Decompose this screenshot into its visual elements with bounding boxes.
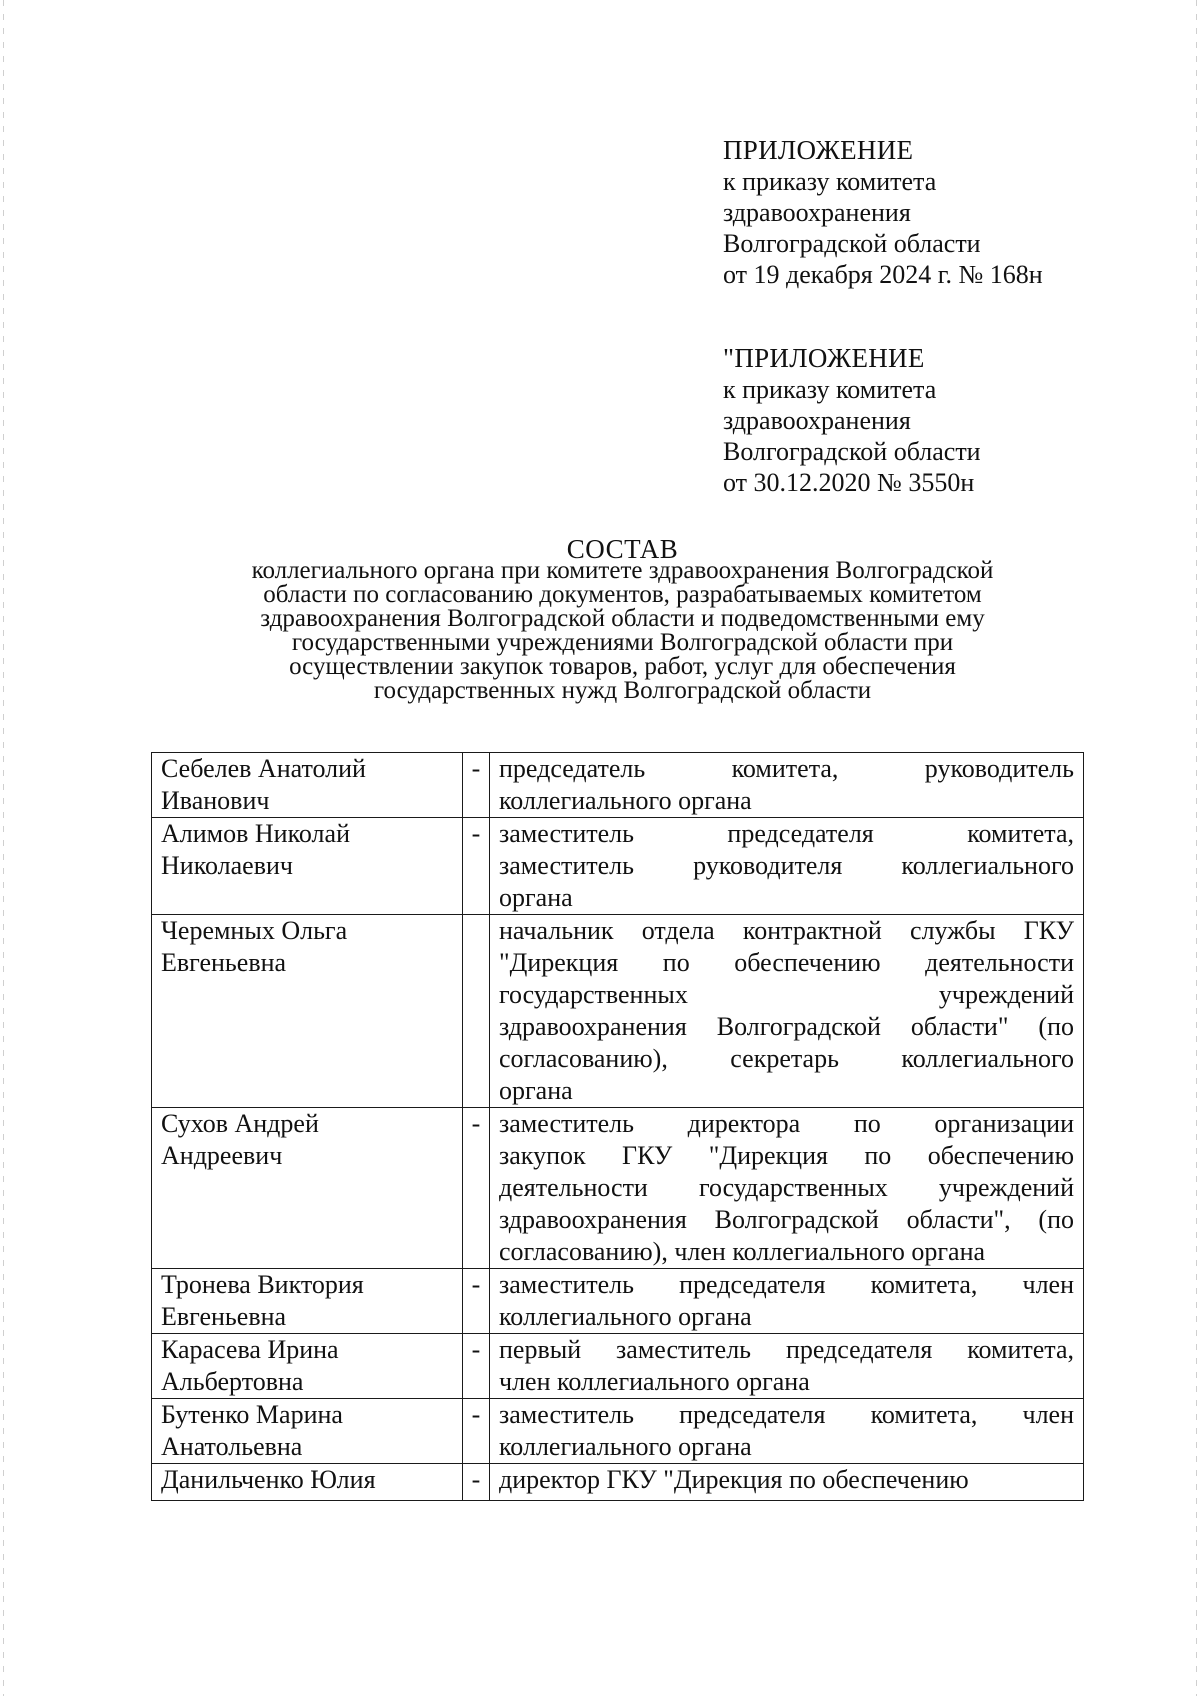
- subtitle-line: государственных нужд Волгоградской области: [373, 677, 872, 704]
- member-role: [490, 1399, 1084, 1464]
- member-dash: -: [463, 1399, 490, 1464]
- member-role-line: директор ГКУ "Дирекция по обеспечению: [499, 1465, 969, 1494]
- member-role-line: государственных учреждений: [499, 980, 1074, 1009]
- member-dash: -: [463, 753, 490, 818]
- member-role-line: закупок ГКУ "Дирекция по обеспечению: [499, 1141, 1074, 1170]
- member-role-line: согласованию), секретарь коллегиального: [499, 1044, 1074, 1073]
- member-dash: [463, 915, 490, 1108]
- original-appendix-line: Волгоградской области: [723, 437, 981, 466]
- member-role-line: заместитель руководителя коллегиального: [499, 851, 1074, 880]
- member-name-line: Андреевич: [161, 1141, 283, 1170]
- member-role-line: "Дирекция по обеспечению деятельности: [499, 948, 1074, 977]
- original-appendix-line: от 30.12.2020 № 3550н: [723, 468, 975, 497]
- members-table: [151, 752, 1084, 1501]
- member-name-line: Данильченко Юлия: [161, 1465, 376, 1494]
- member-row: [152, 1269, 1084, 1334]
- document-title: СОСТАВ: [566, 534, 679, 564]
- member-row: [152, 1334, 1084, 1399]
- member-role-line: коллегиального органа: [499, 1432, 752, 1461]
- member-name: [152, 753, 463, 818]
- member-name: [152, 1399, 463, 1464]
- member-name-line: Себелев Анатолий: [161, 754, 366, 783]
- member-role-line: коллегиального органа: [499, 1302, 752, 1331]
- member-name: [152, 1269, 463, 1334]
- member-name-line: Карасева Ирина: [161, 1335, 339, 1364]
- appendix-block: [723, 135, 1143, 290]
- member-role: [490, 1464, 1084, 1501]
- member-dash: -: [463, 818, 490, 915]
- member-role: [490, 1108, 1084, 1269]
- member-role-line: председатель комитета, руководитель: [499, 754, 1074, 783]
- member-name: [152, 1334, 463, 1399]
- appendix-line: от 19 декабря 2024 г. № 168н: [723, 260, 1043, 289]
- member-role-line: здравоохранения Волгоградской области" (по: [499, 1012, 1074, 1041]
- members-table-body: [152, 753, 1084, 1501]
- original-appendix-line: здравоохранения: [723, 406, 911, 435]
- member-row: [152, 1464, 1084, 1501]
- member-role: [490, 1334, 1084, 1399]
- appendix-line: к приказу комитета: [723, 167, 937, 196]
- member-role-line: начальник отдела контрактной службы ГКУ: [499, 916, 1074, 945]
- scan-edge-left: [3, 0, 4, 1696]
- subtitle-line: области по согласованию документов, разрабатываемых комитетом: [263, 581, 982, 608]
- document-subtitle: [160, 559, 1085, 703]
- appendix-heading: ПРИЛОЖЕНИЕ: [723, 135, 914, 165]
- subtitle-line: здравоохранения Волгоградской области и подведомственными ему: [260, 605, 985, 632]
- member-role-line: органа: [499, 883, 573, 912]
- member-role-line: согласованию), член коллегиального органа: [499, 1237, 986, 1266]
- member-name-line: Евгеньевна: [161, 948, 287, 977]
- subtitle-line: коллегиального органа при комитете здравоохранения Волгоградской: [251, 557, 994, 584]
- member-role-line: здравоохранения Волгоградской области", (по: [499, 1205, 1074, 1234]
- member-name-line: Николаевич: [161, 851, 293, 880]
- member-row: [152, 915, 1084, 1108]
- member-name-line: Черемных Ольга: [161, 916, 348, 945]
- member-name-line: Сухов Андрей: [161, 1109, 319, 1138]
- member-role-line: первый заместитель председателя комитета,: [499, 1335, 1074, 1364]
- original-appendix-block: [723, 343, 1143, 498]
- subtitle-line: государственными учреждениями Волгоградской области при: [291, 629, 954, 656]
- member-name-line: Иванович: [161, 786, 270, 815]
- member-dash: -: [463, 1464, 490, 1501]
- member-name: [152, 818, 463, 915]
- member-name-line: Алимов Николай: [161, 819, 350, 848]
- member-row: [152, 818, 1084, 915]
- member-role-line: коллегиального органа: [499, 786, 752, 815]
- member-row: [152, 753, 1084, 818]
- member-dash: -: [463, 1269, 490, 1334]
- member-role: [490, 818, 1084, 915]
- member-role-line: заместитель председателя комитета,: [499, 819, 1074, 848]
- appendix-line: здравоохранения: [723, 198, 911, 227]
- member-name-line: Альбертовна: [161, 1367, 304, 1396]
- member-role: [490, 915, 1084, 1108]
- appendix-line: Волгоградской области: [723, 229, 981, 258]
- member-name-line: Анатольевна: [161, 1432, 303, 1461]
- member-row: [152, 1108, 1084, 1269]
- original-appendix-line: к приказу комитета: [723, 375, 937, 404]
- member-role: [490, 753, 1084, 818]
- scan-edge-right: [1196, 0, 1197, 1696]
- member-role-line: член коллегиального органа: [499, 1367, 810, 1396]
- member-name-line: Евгеньевна: [161, 1302, 287, 1331]
- member-role-line: заместитель директора по организации: [499, 1109, 1074, 1138]
- member-name: [152, 1108, 463, 1269]
- member-name-line: Бутенко Марина: [161, 1400, 343, 1429]
- member-role-line: деятельности государственных учреждений: [499, 1173, 1074, 1202]
- member-role-line: заместитель председателя комитета, член: [499, 1270, 1074, 1299]
- member-name-line: Тронева Виктория: [161, 1270, 364, 1299]
- subtitle-line: осуществлении закупок товаров, работ, услуг для обеспечения: [289, 653, 956, 680]
- member-row: [152, 1399, 1084, 1464]
- member-role-line: органа: [499, 1076, 573, 1105]
- member-role-line: заместитель председателя комитета, член: [499, 1400, 1074, 1429]
- member-name: [152, 1464, 463, 1501]
- member-dash: -: [463, 1334, 490, 1399]
- member-dash: -: [463, 1108, 490, 1269]
- original-appendix-heading: "ПРИЛОЖЕНИЕ: [723, 343, 925, 373]
- member-name: [152, 915, 463, 1108]
- member-role: [490, 1269, 1084, 1334]
